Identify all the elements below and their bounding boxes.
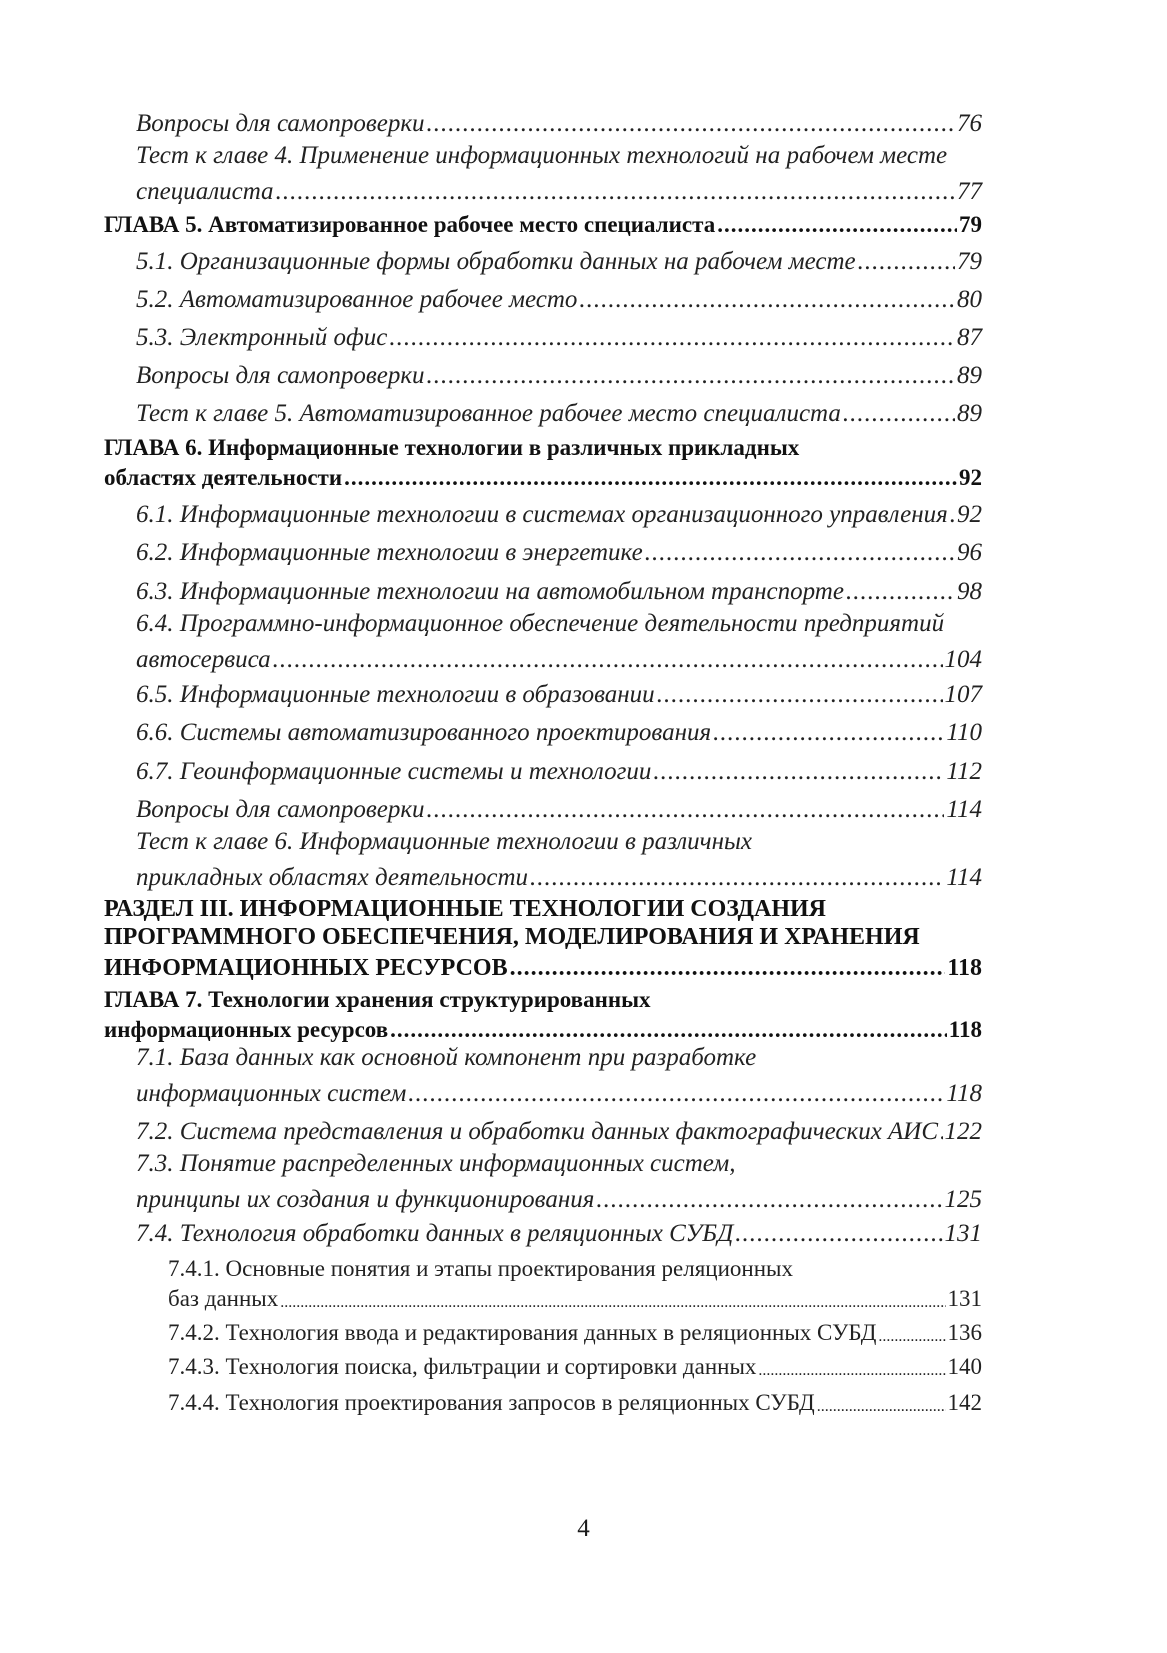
toc-entry-title: 7.4.3. Технология поиска, фильтрации и сортировки данных xyxy=(168,1354,757,1379)
toc-section[interactable] xyxy=(104,896,982,982)
toc-entry[interactable] xyxy=(136,396,982,428)
dot-leader xyxy=(530,864,944,892)
toc-entry[interactable] xyxy=(136,574,982,606)
toc-entry-page: 110 xyxy=(946,719,982,746)
toc-entry-title: 5.1. Организационные формы обработки данных на рабочем месте xyxy=(136,248,856,275)
toc-entry-page: 114 xyxy=(946,864,982,891)
toc-entry-title-line1: 6.4. Программно-информационное обеспечение деятельности предприятий xyxy=(136,610,945,637)
toc-entry-page: 131 xyxy=(944,1220,982,1247)
toc-entry-title-line3: ИНФОРМАЦИОННЫХ РЕСУРСОВ xyxy=(104,955,508,981)
toc-entry-title-line1: 7.1. База данных как основной компонент при разработке xyxy=(136,1044,757,1071)
toc-entry-title-line1: 7.3. Понятие распределенных информационных систем, xyxy=(136,1150,736,1177)
dot-leader xyxy=(846,578,955,606)
toc-chapter[interactable] xyxy=(104,435,982,491)
toc-entry-title: 7.2. Система представления и обработки данных фактографических АИС xyxy=(136,1118,939,1145)
toc-entry-title: 7.4.2. Технология ввода и редактирования данных в реляционных СУБД xyxy=(168,1320,877,1345)
toc-entry-page: 76 xyxy=(957,110,982,137)
toc-entry[interactable] xyxy=(168,1388,982,1416)
toc-entry-title-line1: 7.4.1. Основные понятия и этапы проектирования реляционных xyxy=(168,1256,793,1281)
toc-entry-title-line2: ПРОГРАММНОГО ОБЕСПЕЧЕНИЯ, МОДЕЛИРОВАНИЯ И ХРАНЕНИЯ xyxy=(104,924,920,950)
toc-entry[interactable] xyxy=(136,715,982,747)
toc-entry-title: Вопросы для самопроверки xyxy=(136,796,425,823)
toc-entry[interactable] xyxy=(136,535,982,567)
dot-leader xyxy=(817,1398,946,1416)
dot-leader xyxy=(280,1294,945,1312)
dot-leader xyxy=(390,1017,947,1043)
toc-entry-title: 6.7. Геоинформационные системы и технологии xyxy=(136,758,652,785)
toc-entry-title-line1: Тест к главе 6. Информационные технологии в различных xyxy=(136,828,753,855)
toc-entry-page: 96 xyxy=(957,539,982,566)
toc-entry-title-line2: прикладных областях деятельности xyxy=(136,864,529,891)
toc-entry-page: 92 xyxy=(959,465,982,490)
dot-leader xyxy=(858,248,955,276)
toc-entry-page: 89 xyxy=(957,362,982,389)
toc-entry-title-line2: принципы их создания и функционирования xyxy=(136,1186,595,1213)
toc-entry-page: 92 xyxy=(957,501,982,528)
dot-leader xyxy=(344,465,957,491)
toc-entry[interactable] xyxy=(136,1044,982,1108)
toc-entry-title: 6.2. Информационные технологии в энергетике xyxy=(136,539,643,566)
toc-entry-page: 79 xyxy=(957,248,982,275)
dot-leader xyxy=(427,110,955,138)
dot-leader xyxy=(940,1118,942,1146)
dot-leader xyxy=(408,1080,944,1108)
toc-entry[interactable] xyxy=(136,1216,982,1248)
toc-entry-page: 77 xyxy=(957,178,982,205)
toc-entry-page: 136 xyxy=(947,1320,982,1345)
toc-entry[interactable] xyxy=(168,1256,982,1312)
dot-leader xyxy=(596,1186,942,1214)
toc-entry-title: 7.4. Технология обработки данных в реляционных СУБД xyxy=(136,1220,734,1247)
toc-entry-title-line1: ГЛАВА 7. Технологии хранения структурированных xyxy=(104,987,651,1012)
toc-entry-page: 89 xyxy=(957,400,982,427)
toc-entry-page: 79 xyxy=(959,212,982,237)
toc-entry-title-line2: информационных систем xyxy=(136,1080,407,1107)
dot-leader xyxy=(657,681,943,709)
toc-entry-page: 118 xyxy=(946,1080,982,1107)
toc-entry-title: 6.5. Информационные технологии в образовании xyxy=(136,681,655,708)
dot-leader xyxy=(717,212,957,238)
dot-leader xyxy=(389,324,955,352)
page-number: 4 xyxy=(577,1515,590,1542)
toc-entry[interactable] xyxy=(136,754,982,786)
toc-entry-page: 104 xyxy=(944,646,982,673)
toc-entry-page: 125 xyxy=(944,1186,982,1213)
toc-entry-title: 6.6. Системы автоматизированного проектирования xyxy=(136,719,712,746)
dot-leader xyxy=(878,1328,945,1346)
toc-entry-title-line2: информационных ресурсов xyxy=(104,1017,389,1042)
toc-entry[interactable] xyxy=(136,320,982,352)
toc-entry-title-line1: Тест к главе 4. Применение информационных технологий на рабочем месте xyxy=(136,142,948,169)
toc-entry-title: Вопросы для самопроверки xyxy=(136,362,425,389)
toc-entry-page: 80 xyxy=(957,286,982,313)
toc-entry[interactable] xyxy=(136,244,982,276)
toc-entry[interactable] xyxy=(136,1150,982,1214)
toc-entry[interactable] xyxy=(136,142,982,206)
toc-entry-page: 118 xyxy=(948,1017,982,1042)
toc-entry[interactable] xyxy=(136,282,982,314)
toc-entry-title: 6.3. Информационные технологии на автомобильном транспорте xyxy=(136,578,844,605)
dot-leader xyxy=(273,646,943,674)
toc-entry[interactable] xyxy=(136,792,982,824)
toc-entry-page: 142 xyxy=(947,1390,982,1415)
toc-entry[interactable] xyxy=(136,610,982,674)
toc-entry[interactable] xyxy=(136,358,982,390)
dot-leader xyxy=(510,955,946,982)
toc-entry-title-line1: РАЗДЕЛ III. ИНФОРМАЦИОННЫЕ ТЕХНОЛОГИИ СОЗДАНИЯ xyxy=(104,896,827,922)
dot-leader xyxy=(713,719,944,747)
toc-entry[interactable] xyxy=(136,106,982,138)
dot-leader xyxy=(950,501,955,529)
toc-entry-title: 5.2. Автоматизированное рабочее место xyxy=(136,286,578,313)
toc-entry-title-line1: ГЛАВА 6. Информационные технологии в различных прикладных xyxy=(104,435,800,460)
toc-entry-title-line2: областях деятельности xyxy=(104,465,343,490)
dot-leader xyxy=(427,362,955,390)
toc-entry-title: 5.3. Электронный офис xyxy=(136,324,388,351)
toc-entry[interactable] xyxy=(136,677,982,709)
dot-leader xyxy=(579,286,955,314)
toc-entry-title-line2: специалиста xyxy=(136,178,274,205)
toc-chapter[interactable] xyxy=(104,208,982,238)
toc-entry-title-line2: баз данных xyxy=(168,1286,279,1311)
toc-entry-page: 118 xyxy=(947,955,982,981)
dot-leader xyxy=(758,1362,945,1380)
toc-entry-page: 114 xyxy=(946,796,982,823)
dot-leader xyxy=(645,539,955,567)
toc-entry-page: 98 xyxy=(957,578,982,605)
toc-entry-page: 87 xyxy=(957,324,982,351)
toc-entry-title: 7.4.4. Технология проектирования запросов в реляционных СУБД xyxy=(168,1390,815,1415)
toc-entry-page: 112 xyxy=(946,758,982,785)
toc-entry-page: 131 xyxy=(947,1286,982,1311)
toc-entry[interactable] xyxy=(136,497,982,529)
toc-entry[interactable] xyxy=(168,1352,982,1380)
dot-leader xyxy=(427,796,945,824)
dot-leader xyxy=(735,1220,942,1248)
toc-entry-title-line2: автосервиса xyxy=(136,646,271,673)
toc-entry-title: ГЛАВА 5. Автоматизированное рабочее место специалиста xyxy=(104,212,716,237)
toc-entry-page: 107 xyxy=(944,681,982,708)
toc-entry[interactable] xyxy=(168,1318,982,1346)
dot-leader xyxy=(276,178,955,206)
dot-leader xyxy=(843,400,955,428)
toc-entry-page: 122 xyxy=(944,1118,982,1145)
toc-entry-page: 140 xyxy=(947,1354,982,1379)
toc-entry-title: 6.1. Информационные технологии в системах организационного управления xyxy=(136,501,948,528)
toc-entry-title: Тест к главе 5. Автоматизированное рабочее место специалиста xyxy=(136,400,841,427)
toc-chapter[interactable] xyxy=(104,987,982,1043)
toc-entry[interactable] xyxy=(136,1114,982,1146)
toc-entry-title: Вопросы для самопроверки xyxy=(136,110,425,137)
dot-leader xyxy=(653,758,944,786)
toc-entry[interactable] xyxy=(136,828,982,892)
